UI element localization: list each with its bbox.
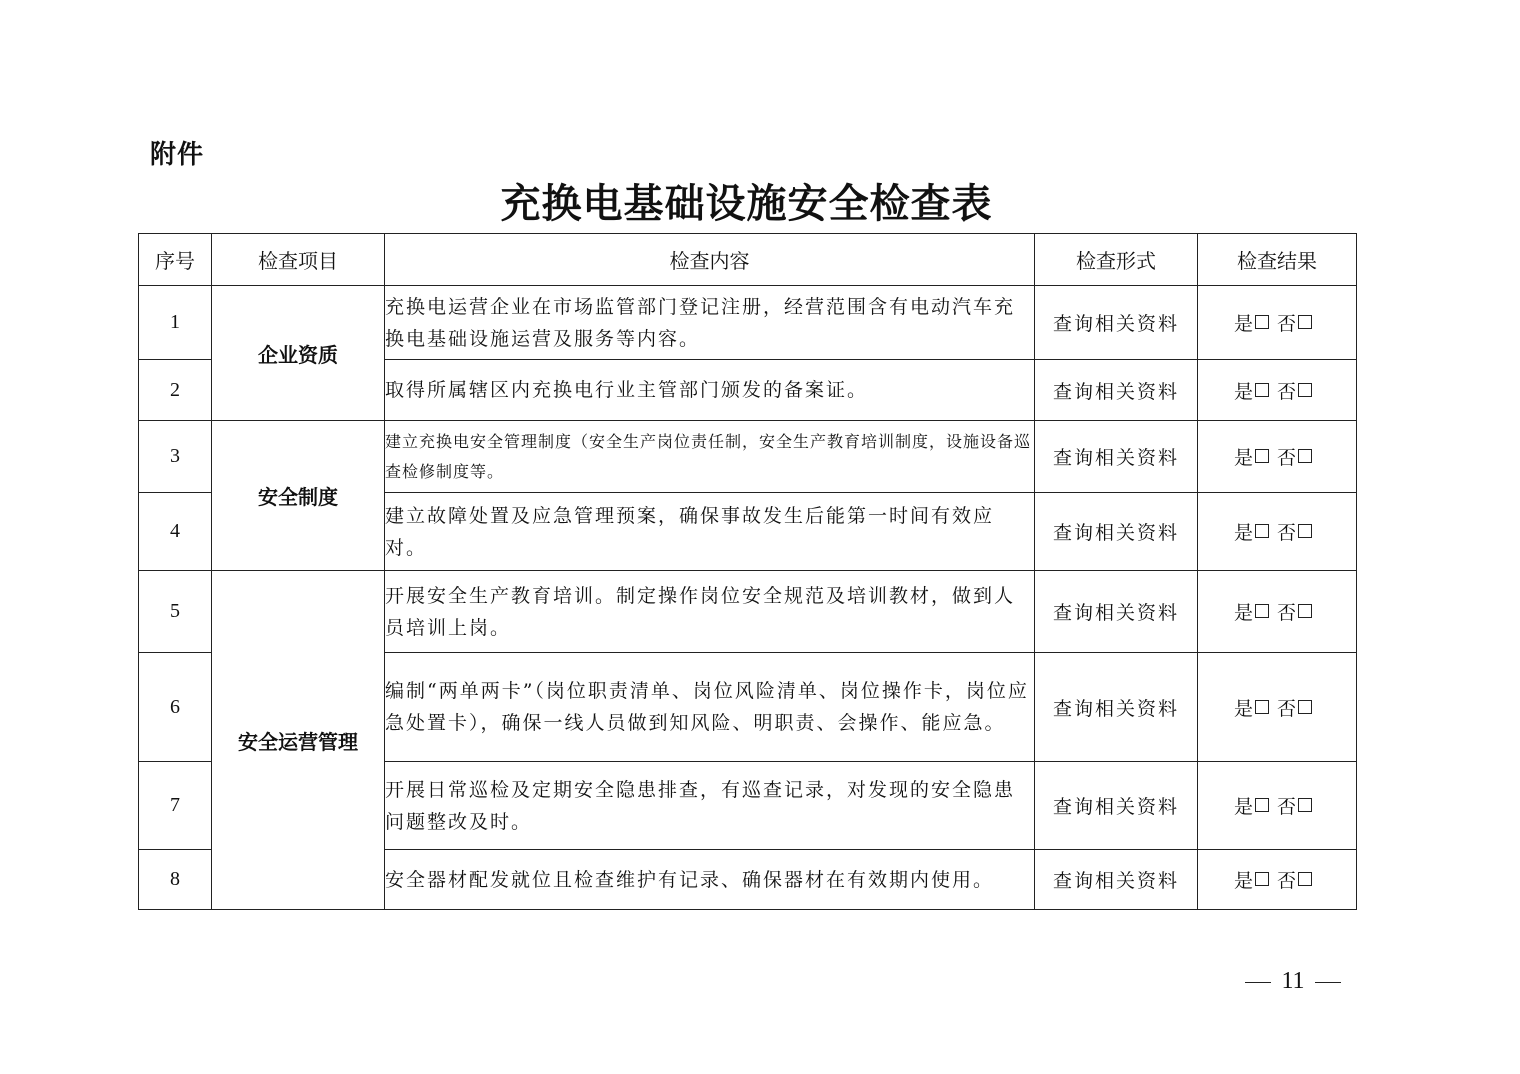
item-safe-operation-management: 安全运营管理 <box>212 571 385 910</box>
row-seq: 8 <box>139 850 212 910</box>
table-row <box>139 286 1357 360</box>
row-content: 编制“两单两卡”（岗位职责清单、岗位风险清单、岗位操作卡，岗位应急处置卡），确保一线人员做到知风险、明职责、会操作、能应急。 <box>385 653 1035 762</box>
result-yes-label: 是 <box>1233 602 1253 624</box>
result-yes-label: 是 <box>1233 697 1253 720</box>
row-seq: 4 <box>139 493 212 571</box>
table-row <box>139 571 1357 653</box>
row-content: 取得所属辖区内充换电行业主管部门颁发的备案证。 <box>385 360 1035 421</box>
row-result <box>1198 762 1357 850</box>
result-yes-checkbox[interactable] <box>1255 383 1269 397</box>
row-seq: 3 <box>139 421 212 493</box>
row-form: 查询相关资料 <box>1035 493 1198 571</box>
result-yes-label: 是 <box>1233 522 1253 544</box>
row-seq: 6 <box>139 653 212 762</box>
result-no-label: 否 <box>1277 522 1297 544</box>
page-number <box>1228 968 1358 995</box>
inspection-table <box>138 233 1357 910</box>
page-dash-left <box>1245 982 1271 983</box>
result-no-checkbox[interactable] <box>1298 700 1312 714</box>
result-yes-checkbox[interactable] <box>1255 872 1269 886</box>
result-yes-checkbox[interactable] <box>1255 315 1269 329</box>
row-seq: 7 <box>139 762 212 850</box>
row-seq: 1 <box>139 286 212 360</box>
result-yes-label: 是 <box>1233 313 1253 335</box>
result-yes-checkbox[interactable] <box>1255 798 1269 812</box>
row-result <box>1198 360 1357 421</box>
row-content: 充换电运营企业在市场监管部门登记注册，经营范围含有电动汽车充换电基础设施运营及服务等内容。 <box>385 286 1035 360</box>
result-no-checkbox[interactable] <box>1298 798 1312 812</box>
result-no-checkbox[interactable] <box>1298 604 1312 618</box>
row-form: 查询相关资料 <box>1035 571 1198 653</box>
result-no-label: 否 <box>1277 796 1297 818</box>
result-no-checkbox[interactable] <box>1298 872 1312 886</box>
result-yes-label: 是 <box>1233 870 1253 892</box>
result-no-label: 否 <box>1277 313 1297 335</box>
item-safety-system: 安全制度 <box>212 421 385 571</box>
row-result <box>1198 653 1357 762</box>
result-yes-checkbox[interactable] <box>1255 524 1269 538</box>
result-no-checkbox[interactable] <box>1298 315 1312 329</box>
row-form: 查询相关资料 <box>1035 360 1198 421</box>
page-number-value: 11 <box>1281 968 1305 994</box>
header-item: 检查项目 <box>212 234 385 286</box>
result-no-label: 否 <box>1277 447 1297 469</box>
row-content: 开展日常巡检及定期安全隐患排查，有巡查记录，对发现的安全隐患问题整改及时。 <box>385 762 1035 850</box>
document-title: 充换电基础设施安全检查表 <box>500 180 993 227</box>
result-no-checkbox[interactable] <box>1298 449 1312 463</box>
result-no-checkbox[interactable] <box>1298 524 1312 538</box>
row-form: 查询相关资料 <box>1035 762 1198 850</box>
header-form: 检查形式 <box>1035 234 1198 286</box>
result-no-label: 否 <box>1277 870 1297 892</box>
header-result: 检查结果 <box>1198 234 1357 286</box>
row-form: 查询相关资料 <box>1035 850 1198 910</box>
row-content: 开展安全生产教育培训。制定操作岗位安全规范及培训教材，做到人员培训上岗。 <box>385 571 1035 653</box>
result-yes-label: 是 <box>1233 447 1253 469</box>
result-yes-checkbox[interactable] <box>1255 604 1269 618</box>
row-form: 查询相关资料 <box>1035 653 1198 762</box>
item-enterprise-qualification: 企业资质 <box>212 286 385 421</box>
row-seq: 5 <box>139 571 212 653</box>
result-no-label: 否 <box>1277 602 1297 624</box>
row-result <box>1198 493 1357 571</box>
row-seq: 2 <box>139 360 212 421</box>
row-content: 建立故障处置及应急管理预案，确保事故发生后能第一时间有效应对。 <box>385 493 1035 571</box>
table-header-row <box>139 234 1357 286</box>
row-result <box>1198 421 1357 493</box>
result-yes-label: 是 <box>1233 380 1253 403</box>
result-yes-checkbox[interactable] <box>1255 449 1269 463</box>
row-form: 查询相关资料 <box>1035 286 1198 360</box>
row-form: 查询相关资料 <box>1035 421 1198 493</box>
result-no-checkbox[interactable] <box>1298 383 1312 397</box>
table-row <box>139 421 1357 493</box>
result-no-label: 否 <box>1277 380 1297 403</box>
attachment-label: 附件 <box>150 140 205 170</box>
result-yes-label: 是 <box>1233 796 1253 818</box>
row-result <box>1198 571 1357 653</box>
header-seq: 序号 <box>139 234 212 286</box>
row-content: 安全器材配发就位且检查维护有记录、确保器材在有效期内使用。 <box>385 850 1035 910</box>
row-content: 建立充换电安全管理制度（安全生产岗位责任制，安全生产教育培训制度，设施设备巡查检修制度等。 <box>385 421 1035 493</box>
result-yes-checkbox[interactable] <box>1255 700 1269 714</box>
header-content: 检查内容 <box>385 234 1035 286</box>
row-result <box>1198 286 1357 360</box>
result-no-label: 否 <box>1277 697 1297 720</box>
row-result <box>1198 850 1357 910</box>
page-dash-right <box>1315 982 1341 983</box>
